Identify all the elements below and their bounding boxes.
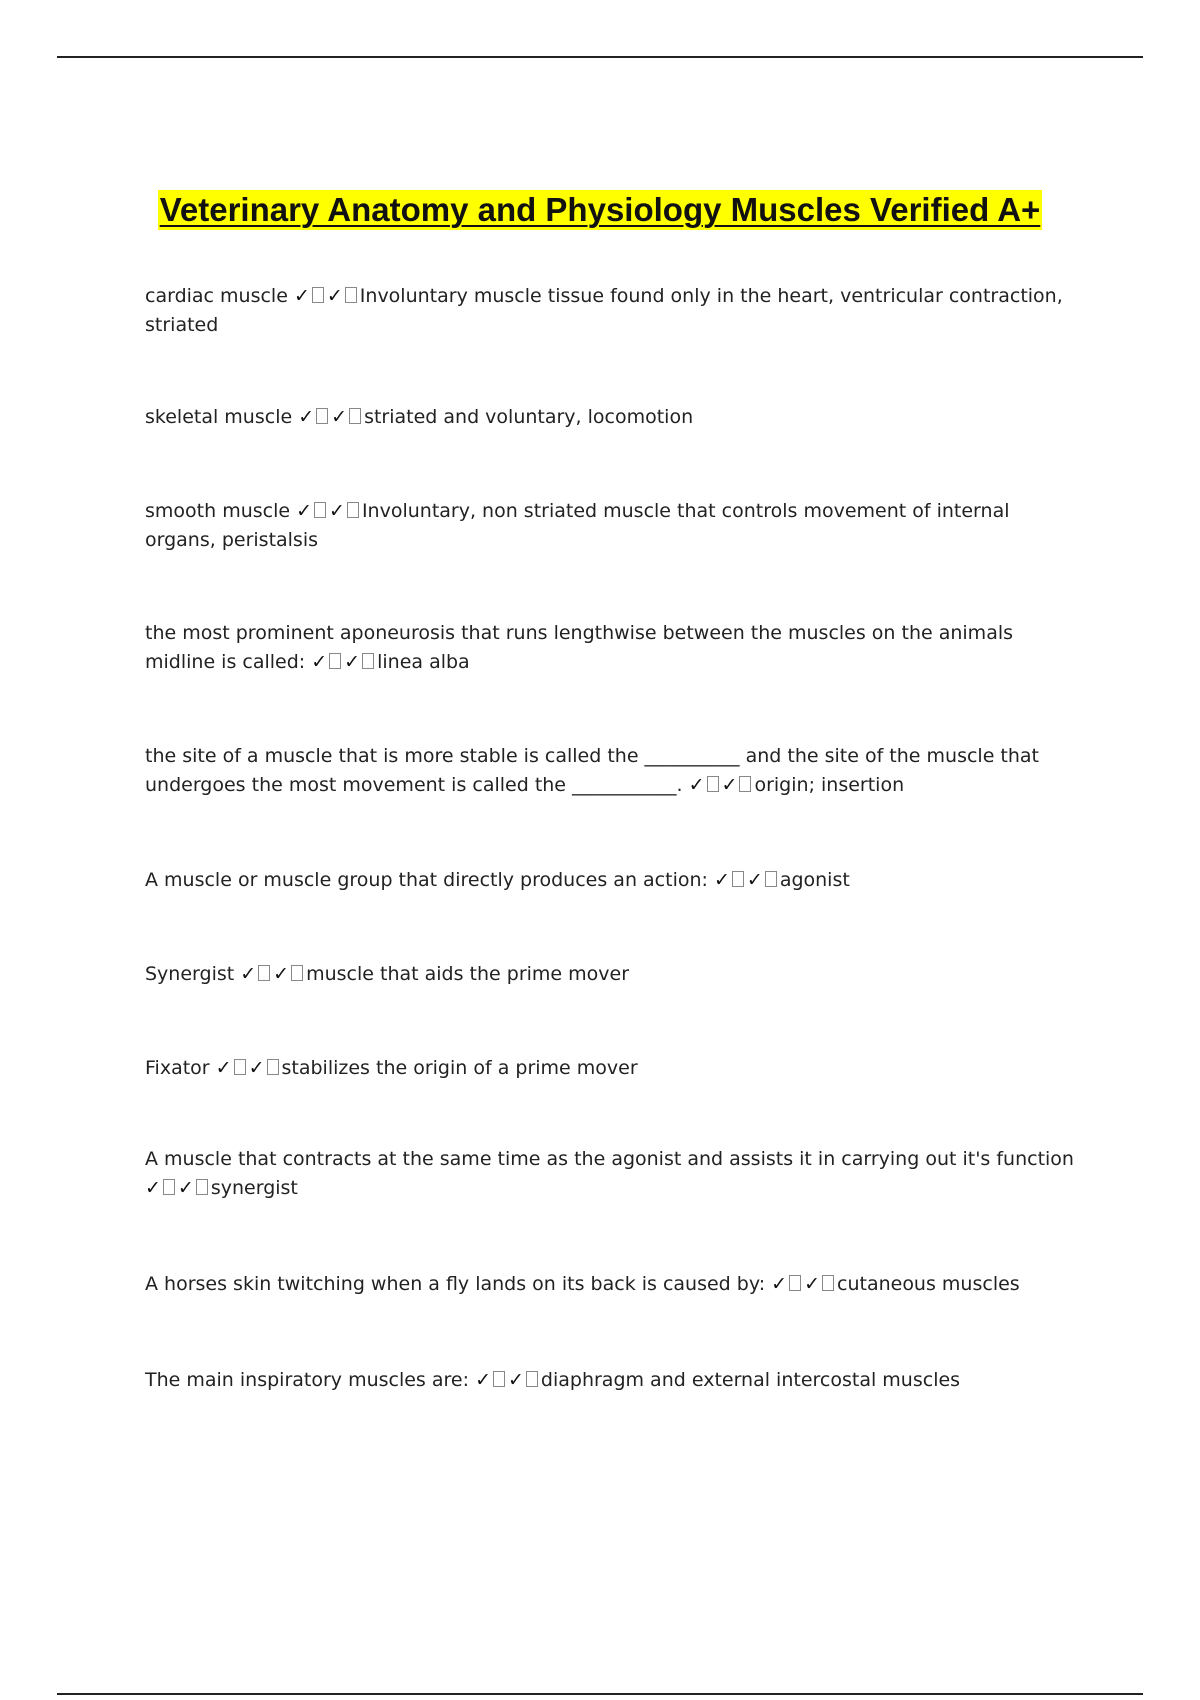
qa-item [145,282,1075,340]
box-icon [822,1275,834,1291]
qa-term: skeletal muscle [145,406,293,428]
box-icon [258,965,270,981]
check-icon: ✓ [344,651,361,673]
qa-answer: striated and voluntary, locomotion [364,406,694,428]
footer-rule [57,1693,1143,1695]
check-icon: ✓ [804,1273,820,1295]
qa-term: A muscle that contracts at the same time as the agonist and assists it in carrying out it's function [145,1148,1074,1170]
check-icon: ✓ [293,285,310,307]
check-icon: ✓ [296,500,313,522]
box-icon [329,653,341,669]
box-icon [196,1179,208,1195]
qa-item [145,1145,1075,1203]
qa-answer: linea alba [377,651,470,673]
box-icon [316,408,328,424]
box-icon [267,1059,279,1075]
box-icon [707,776,719,792]
box-icon [234,1059,246,1075]
check-icon: ✓ [145,1177,161,1199]
qa-term: smooth muscle [145,500,291,522]
check-icon: ✓ [329,500,345,522]
box-icon [345,287,357,303]
qa-answer: Involuntary, non striated muscle that controls movement of internal organs, peristalsis [145,500,1010,551]
box-icon [362,653,374,669]
check-icon: ✓ [177,1177,194,1199]
qa-answer: agonist [779,869,850,891]
box-icon [739,776,751,792]
check-icon: ✓ [507,1369,524,1391]
check-icon: ✓ [273,963,290,985]
qa-item [145,866,1075,895]
qa-answer: synergist [210,1177,298,1199]
box-icon [765,871,777,887]
qa-item [145,497,1075,555]
qa-item [145,1054,1075,1083]
box-icon [314,502,326,518]
box-icon [347,502,359,518]
qa-term: Fixator [145,1057,210,1079]
qa-term: A horses skin twitching when a fly lands on its back is caused by: [145,1273,766,1295]
box-icon [163,1179,175,1195]
check-icon: ✓ [331,406,348,428]
box-icon [291,965,303,981]
check-icon: ✓ [721,774,738,796]
qa-term: cardiac muscle [145,285,288,307]
check-icon: ✓ [215,1057,232,1079]
box-icon [349,408,361,424]
check-icon: ✓ [298,406,315,428]
qa-answer: Involuntary muscle tissue found only in the heart, ventricular contraction, striated [145,285,1063,336]
check-icon: ✓ [713,869,730,891]
check-icon: ✓ [688,774,705,796]
qa-term: The main inspiratory muscles are: [145,1369,470,1391]
qa-item [145,1270,1075,1299]
title-block [0,190,1200,230]
qa-item [145,742,1075,800]
box-icon [312,287,324,303]
qa-item [145,619,1075,677]
box-icon [493,1371,505,1387]
check-icon: ✓ [311,651,328,673]
document-title: Veterinary Anatomy and Physiology Muscles Verified A+ [159,191,1041,228]
check-icon: ✓ [771,1273,788,1295]
qa-term: the site of a muscle that is more stable is called the __________ and the site of the muscle that undergoes the most movement is called the ___________. [145,745,1040,796]
qa-term: Synergist [145,963,235,985]
qa-answer: diaphragm and external intercostal muscles [540,1369,961,1391]
check-icon: ✓ [475,1369,491,1391]
qa-item [145,1366,1075,1395]
check-icon: ✓ [248,1057,265,1079]
check-icon: ✓ [240,963,257,985]
header-rule [57,56,1143,58]
box-icon [526,1371,538,1387]
qa-answer: stabilizes the origin of a prime mover [281,1057,638,1079]
box-icon [789,1275,801,1291]
check-icon: ✓ [746,869,763,891]
check-icon: ✓ [326,285,343,307]
qa-term: the most prominent aponeurosis that runs lengthwise between the muscles on the animals midline is called: [145,622,1014,673]
qa-item [145,960,1075,989]
qa-term: A muscle or muscle group that directly produces an action: [145,869,708,891]
qa-answer: origin; insertion [754,774,905,796]
qa-answer: muscle that aids the prime mover [306,963,630,985]
box-icon [732,871,744,887]
qa-item [145,403,1075,432]
qa-answer: cutaneous muscles [837,1273,1020,1295]
